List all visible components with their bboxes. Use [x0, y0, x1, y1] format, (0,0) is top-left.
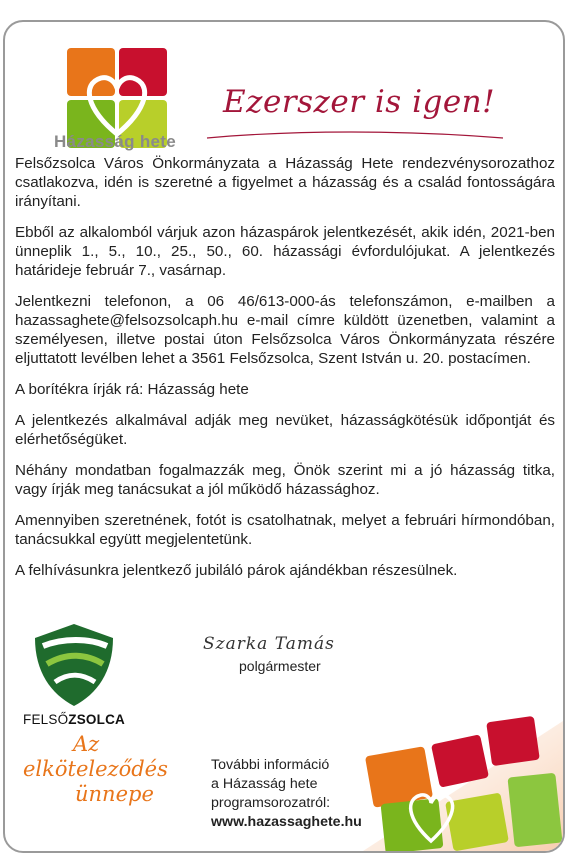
paragraph-contact: Jelentkezni telefonon, a 06 46/613-000-ás telefonszámon, e-mailben a hazassaghete@felsozsolcaph.hu e-mail címre küldött üzenetben, valamint a személyesen, illetve postai úton Felsőzsolca Város Önkormányzata részére eljuttatott levélben lehet a 3561 Felsőzsolca, Szent István u. 20. postacímen.	[15, 293, 555, 367]
paragraph-details: A jelentkezés alkalmával adják meg nevüket, házasságkötésük időpontját és elérhetőségüket.	[15, 412, 555, 448]
felsozsolca-shield-icon	[29, 620, 119, 710]
motto-line-2: elköteleződés	[23, 757, 168, 781]
info-line-2: a Házasság hete	[211, 776, 318, 792]
signature-title: polgármester	[239, 658, 321, 674]
paragraph-intro: Felsőzsolca Város Önkormányzata a Házasság Hete rendezvénysorozathoz csatlakozva, idén is szeretné a figyelmet a házasság és a család fontosságára irányítani.	[15, 155, 555, 210]
paragraph-advice: Néhány mondatban fogalmazzák meg, Önök szerint mi a jó házasság titka, vagy írják meg tanácsukat a jól működő házassághoz.	[15, 462, 555, 498]
decorative-tiles-icon	[363, 701, 563, 851]
city-name-prefix: FELSŐ	[23, 712, 69, 727]
paragraph-invitation: Ebből az alkalomból várjuk azon házaspárok jelentkezését, akik idén, 2021-ben ünneplik 1., 5., 10., 25., 50., 60. házassági évfordulójukat. A jelentkezés határideje február 7., vasárnap.	[15, 224, 555, 279]
announcement-body	[15, 154, 555, 592]
info-line-1: További információ	[211, 757, 330, 773]
city-name	[23, 712, 125, 727]
info-block	[211, 756, 362, 832]
slogan-underline-decoration	[205, 126, 505, 144]
paragraph-gift: A felhívásunkra jelentkező jubiláló párok ajándékban részesülnek.	[15, 562, 458, 579]
motto-line-3: ünnepe	[75, 782, 154, 806]
info-line-3: programsorozatról:	[211, 795, 331, 811]
flyer-frame	[3, 20, 565, 853]
city-name-suffix: ZSOLCA	[68, 712, 125, 727]
slogan-title: Ezerszer is igen!	[223, 84, 496, 120]
paragraph-envelope: A borítékra írják rá: Házasság hete	[15, 381, 249, 398]
website-link[interactable]: www.hazassaghete.hu	[211, 814, 362, 830]
motto-line-1: Az	[73, 732, 100, 756]
paragraph-photo: Amennyiben szeretnének, fotót is csatolhatnak, melyet a februári hírmondóban, tanácsukkal együtt megjelentetünk.	[15, 512, 555, 548]
city-motto	[19, 732, 199, 807]
logo-caption: Házasság hete	[53, 132, 176, 151]
signature-name: Szarka Tamás	[203, 634, 335, 654]
signature-block	[203, 634, 363, 674]
